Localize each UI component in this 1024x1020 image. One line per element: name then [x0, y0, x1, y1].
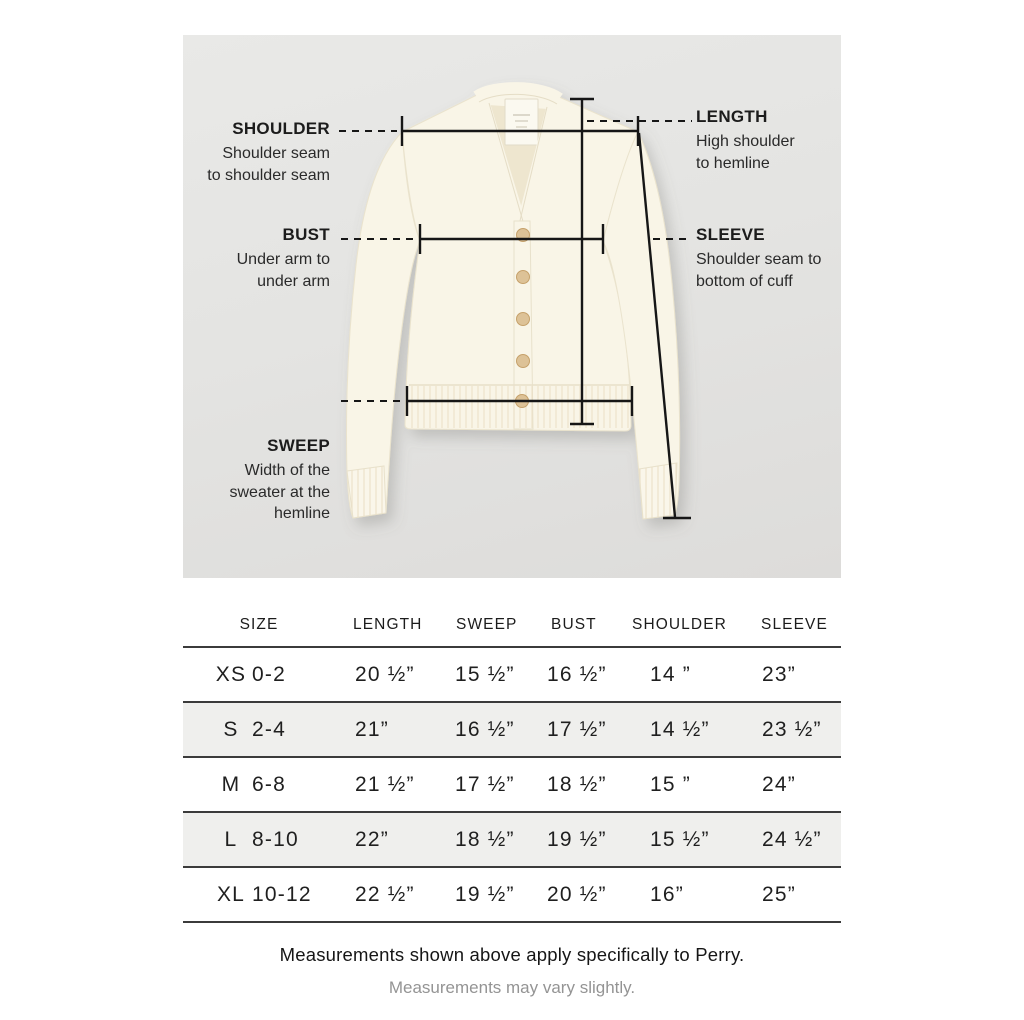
size-range: 0-2: [252, 662, 286, 686]
sweep-value: 15 ½”: [455, 662, 515, 686]
bust-value: 17 ½”: [547, 717, 607, 741]
length-value: 22 ½”: [355, 882, 415, 906]
bust-label: [237, 225, 330, 292]
length-value: 21”: [355, 717, 389, 741]
shoulder-value: 14 ”: [650, 662, 691, 686]
size-range: 6-8: [252, 772, 286, 796]
sweep-value: 18 ½”: [455, 827, 515, 851]
table-header-row: [183, 578, 841, 647]
shoulder-value: 15 ”: [650, 772, 691, 796]
size-table: [183, 578, 841, 923]
table-row-s: [183, 702, 841, 757]
sleeve-value: 25”: [762, 882, 796, 906]
size-label: L: [224, 827, 238, 851]
shoulder-value: 15 ½”: [650, 827, 710, 851]
size-label: S: [223, 717, 239, 741]
sweep-title: SWEEP: [267, 436, 330, 455]
size-range: 8-10: [252, 827, 299, 851]
footer-note-primary: Measurements shown above apply specifically to Perry.: [279, 944, 745, 965]
shoulder-label: [207, 119, 330, 186]
sleeve-value: 23 ½”: [762, 717, 822, 741]
bust-desc: Under arm to under arm: [236, 251, 330, 290]
size-range: 2-4: [252, 717, 286, 741]
table-row-xl: [183, 867, 841, 922]
bust-value: 16 ½”: [547, 662, 607, 686]
header-size: SIZE: [239, 616, 279, 633]
header-sweep: SWEEP: [456, 616, 518, 633]
table-row-l: [183, 812, 841, 867]
sleeve-value: 24 ½”: [762, 827, 822, 851]
shoulder-title: SHOULDER: [232, 119, 330, 138]
length-title: LENGTH: [696, 107, 768, 126]
size-range: 10-12: [252, 882, 312, 906]
length-value: 20 ½”: [355, 662, 415, 686]
header-length: LENGTH: [353, 616, 423, 633]
shoulder-value: 14 ½”: [650, 717, 710, 741]
cardigan-illustration: [346, 86, 679, 519]
length-label: [696, 107, 795, 174]
shoulder-value: 16”: [650, 882, 684, 906]
shoulder-desc: Shoulder seam to shoulder seam: [207, 145, 330, 184]
sweep-value: 16 ½”: [455, 717, 515, 741]
measurement-diagram: [183, 35, 841, 578]
size-label: XS: [215, 662, 247, 686]
bust-title: BUST: [282, 225, 330, 244]
footer-note-secondary: Measurements may vary slightly.: [388, 978, 636, 997]
bust-value: 20 ½”: [547, 882, 607, 906]
sweep-value: 19 ½”: [455, 882, 515, 906]
length-value: 21 ½”: [355, 772, 415, 796]
table-row-m: [183, 757, 841, 812]
header-bust: BUST: [551, 616, 597, 633]
header-shoulder: SHOULDER: [632, 616, 727, 633]
size-label: XL: [216, 882, 246, 906]
bust-value: 18 ½”: [547, 772, 607, 796]
length-desc: High shoulder to hemline: [696, 133, 795, 172]
brand-tag: [505, 99, 538, 145]
sleeve-title: SLEEVE: [696, 225, 765, 244]
bust-value: 19 ½”: [547, 827, 607, 851]
size-label: M: [221, 772, 241, 796]
table-row-xs: [183, 647, 841, 702]
length-value: 22”: [355, 827, 389, 851]
sweep-value: 17 ½”: [455, 772, 515, 796]
sweep-label: [230, 436, 331, 525]
sleeve-value: 24”: [762, 772, 796, 796]
sweep-desc: Width of the sweater at the hemline: [229, 462, 330, 522]
sleeve-desc: Shoulder seam to bottom of cuff: [696, 251, 822, 290]
sleeve-label: [696, 225, 821, 292]
sleeve-value: 23”: [762, 662, 796, 686]
header-sleeve: SLEEVE: [761, 616, 828, 633]
